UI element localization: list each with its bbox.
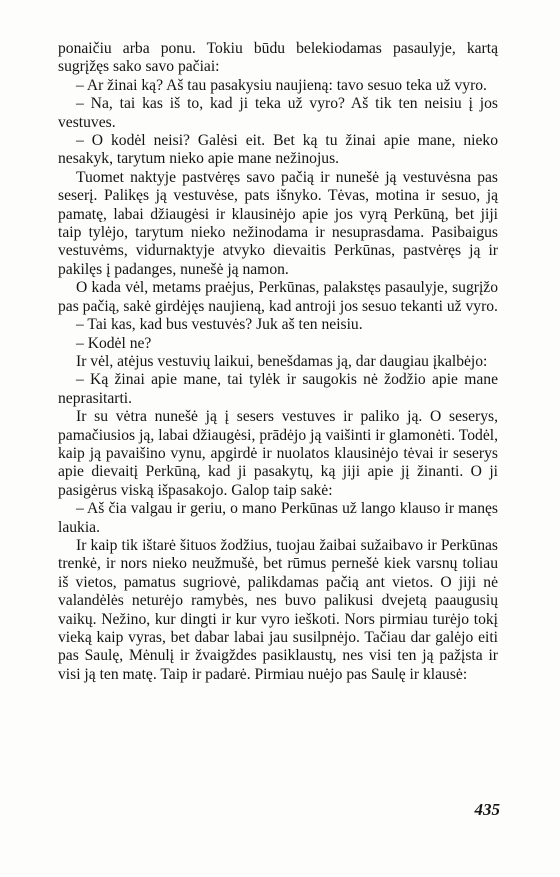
page-number: 435: [474, 800, 500, 819]
paragraph-10: – Ką žinai apie mane, tai tylėk ir saugokis nė žodžio apie mane neprasitarti.: [58, 371, 498, 407]
paragraph-12: – Aš čia valgau ir geriu, o mano Perkūnas už lango klauso ir manęs laukia.: [58, 500, 498, 536]
paragraph-11: Ir su vėtra nunešė ją į sesers vestuves ir paliko ją. O seserys, pamačiusios ją, labai džiaugėsi, prādėjo ją vaišinti ir glamonėti. Todėl, kaip ją pavaišino vynu, apgirdė ir nuolatos klausinėjo tėvai ir seserys apie dievaitį Perkūną, kad ji pasakytų, ką jiji apie jį žinanti. O ji pasigėrus viską išpasakojo. Galop taip sakė:: [58, 408, 498, 499]
paragraph-9: Ir vėl, atėjus vestuvių laikui, benešdamas ją, dar daugiau įkalbėjo:: [76, 352, 488, 370]
paragraph-3: – Na, tai kas iš to, kad ji teka už vyro? Aš tik ten neisiu į jos vestuves.: [58, 95, 498, 131]
paragraph-13: Ir kaip tik ištarė šituos žodžius, tuojau žaibai sužaibavo ir Perkūnas trenkė, ir nors nieko neužmušė, bet rūmus pernešė kiek varsnų toliau iš vietos, pamatus sugriovė, palikdamas pačią ant vietos. O jiji nė valandėlės neturėjo ramybės, nes buvo palikusi dvejetą paaugusių vaikų. Nežino, kur dingti ir kur vyro ieškoti. Nors pirmiau turėjo tokį vieką kaip vyras, bet dabar labai jau susilpnėjo. Tačiau dar galėjo eiti pas Saulę, Mėnulį ir žvaigždes pasiklaustų, nes visi ten ją pažįsta ir visi ją ten matę. Taip ir padarė. Pirmiau nuėjo pas Saulę ir klausė:: [58, 536, 498, 683]
paragraph-4: – O kodėl neisi? Galėsi eit. Bet ką tu žinai apie mane, nieko nesakyk, tarytum nieko apie mane nežinojus.: [58, 132, 498, 168]
paragraph-8: – Kodėl ne?: [76, 334, 152, 352]
paragraph-5: Tuomet naktyje pastvėręs savo pačią ir nunešė ją vestuvėsna pas seserį. Palikęs ją vestuvėse, pats išnyko. Tėvas, motina ir sesuo, ją pamatę, labai džiaugėsi ir klausinėjo apie jos vyrą Perkūną, bet jiji taip tylėjo, tarytum nieko nežinodama ir nesuprasdama. Pasibaigus vestuvėms, vidurnaktyje atvyko dievaitis Perkūnas, pastvėręs ją ir pakilęs į padanges, nunešė ją namon.: [58, 168, 498, 278]
paragraph-1: ponaičiu arba ponu. Tokiu būdu belekiodamas pasaulyje, kartą sugrįžęs sako savo pačiai:: [58, 40, 498, 76]
paragraph-7: – Tai kas, kad bus vestuvės? Juk aš ten neisiu.: [76, 316, 363, 334]
paragraph-2: – Ar žinai ką? Aš tau pasakysiu naujieną: tavo sesuo teka už vyro.: [76, 76, 487, 94]
paragraph-6: O kada vėl, metams praėjus, Perkūnas, palakstęs pasaulyje, sugrįžo pas pačią, sakė girdėjęs naujieną, kad antroji jos sesuo tekanti už vyro.: [58, 279, 498, 315]
body-text: [58, 40, 498, 684]
